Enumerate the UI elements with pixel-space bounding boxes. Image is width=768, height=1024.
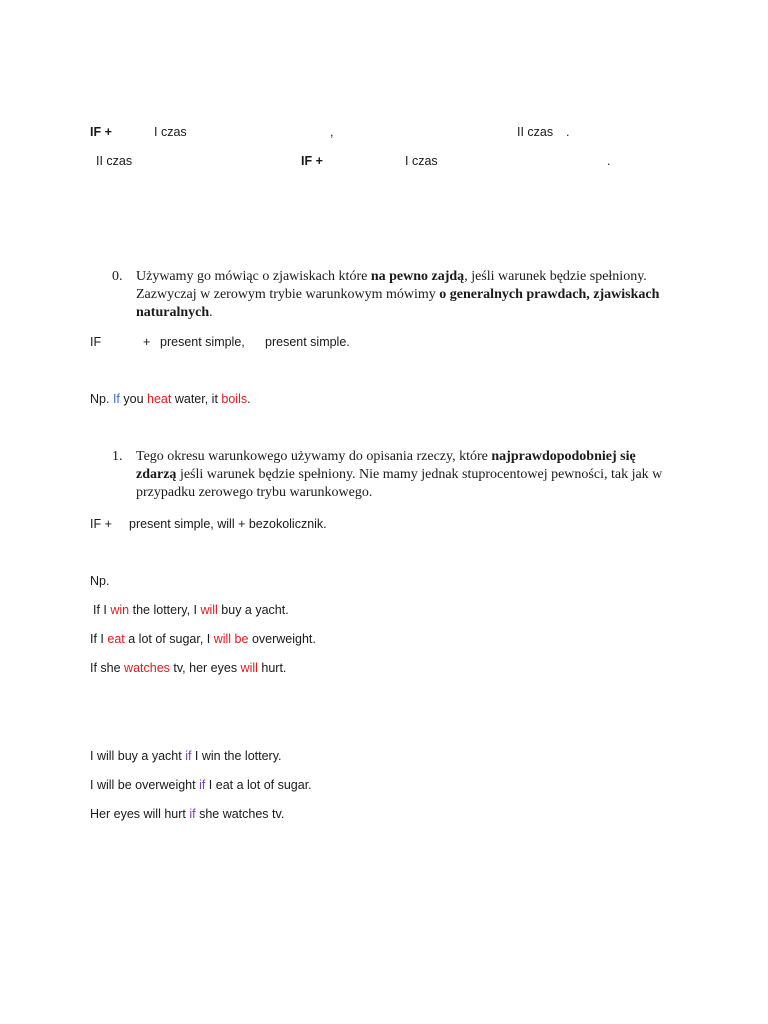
example-dot: . — [247, 392, 251, 406]
formula1-comma: , — [330, 125, 334, 139]
section0-formula-part2: present simple. — [265, 335, 350, 349]
formula2-dot: . — [607, 154, 611, 168]
rev1-if: if — [185, 749, 192, 763]
section1-np: Np. — [90, 574, 110, 588]
example-heat: heat — [147, 392, 172, 406]
formula1-tense2: II czas — [517, 125, 554, 139]
ex3-b: tv, her eyes — [169, 661, 241, 675]
section1-formula-rest: present simple, will + bezokolicznik. — [129, 517, 327, 531]
example-np: Np. — [90, 392, 110, 406]
ex3-will: will — [240, 661, 258, 675]
formula2-if: IF + — [301, 154, 323, 168]
section0-formula-if: IF — [90, 335, 102, 349]
ex2-a: If I — [90, 632, 108, 646]
rev1-b: I win the lottery. — [191, 749, 282, 763]
ex3-a: If she — [90, 661, 125, 675]
formula1-tense1: I czas — [154, 125, 187, 139]
ex2-will: will be — [213, 632, 249, 646]
rev3-b: she watches tv. — [195, 807, 285, 821]
section1-number: 1. — [112, 449, 123, 464]
example-water: water, it — [174, 392, 218, 406]
example-line-1 — [93, 602, 289, 618]
example-line-2 — [90, 631, 316, 647]
section0-text-c: . — [209, 305, 213, 320]
rev3-a: Her eyes will hurt — [90, 807, 190, 821]
example-line-3 — [90, 660, 286, 676]
formula2-tense1: I czas — [405, 154, 438, 168]
section0-text-a: Używamy go mówiąc o zjawiskach które — [136, 269, 371, 284]
section1-paragraph — [136, 448, 676, 502]
ex2-c: overweight. — [248, 632, 316, 646]
ex1-a: If I — [93, 603, 111, 617]
ex1-will: will — [200, 603, 218, 617]
rev2-b: I eat a lot of sugar. — [205, 778, 312, 792]
reversed-line-1 — [90, 748, 282, 764]
section0-example — [90, 391, 251, 407]
ex1-verb: win — [110, 603, 130, 617]
section0-paragraph — [136, 268, 676, 322]
ex2-b: a lot of sugar, I — [124, 632, 214, 646]
section1-formula-if: IF + — [90, 517, 112, 531]
rev1-a: I will buy a yacht — [90, 749, 186, 763]
section0-formula-plus: + — [143, 335, 151, 349]
section1-text-b: jeśli warunek będzie spełniony. Nie mamy jednak stuprocentowej pewności, tak jak w przypadku zerowego trybu warunkowego. — [136, 467, 663, 500]
ex3-verb: watches — [124, 661, 170, 675]
example-if: If — [112, 392, 120, 406]
ex1-b: the lottery, I — [129, 603, 201, 617]
section0-formula-part1: present simple, — [160, 335, 245, 349]
formula1-if: IF + — [90, 125, 112, 139]
formula1-dot: . — [566, 125, 570, 139]
example-you: you — [123, 392, 144, 406]
formula2-tense2: II czas — [96, 154, 133, 168]
ex2-verb: eat — [107, 632, 125, 646]
section0-bold-b: o generalnych prawdach, zjawiskach naturalnych — [136, 287, 660, 320]
section0-text-b: , jeśli warunek będzie spełniony. Zazwyczaj w zerowym trybie warunkowym mówimy — [136, 269, 647, 302]
section0-bold-a: na pewno zajdą — [370, 269, 465, 284]
rev2-a: I will be overweight — [90, 778, 200, 792]
section1-bold-a: najprawdopodobniej się zdarzą — [136, 449, 636, 482]
rev2-if: if — [199, 778, 206, 792]
ex1-c: buy a yacht. — [217, 603, 289, 617]
example-boils: boils — [221, 392, 248, 406]
section0-number: 0. — [112, 269, 123, 284]
reversed-line-3 — [90, 806, 284, 822]
ex3-c: hurt. — [257, 661, 287, 675]
section1-text-a: Tego okresu warunkowego używamy do opisania rzeczy, które — [136, 449, 492, 464]
rev3-if: if — [189, 807, 196, 821]
reversed-line-2 — [90, 777, 312, 793]
